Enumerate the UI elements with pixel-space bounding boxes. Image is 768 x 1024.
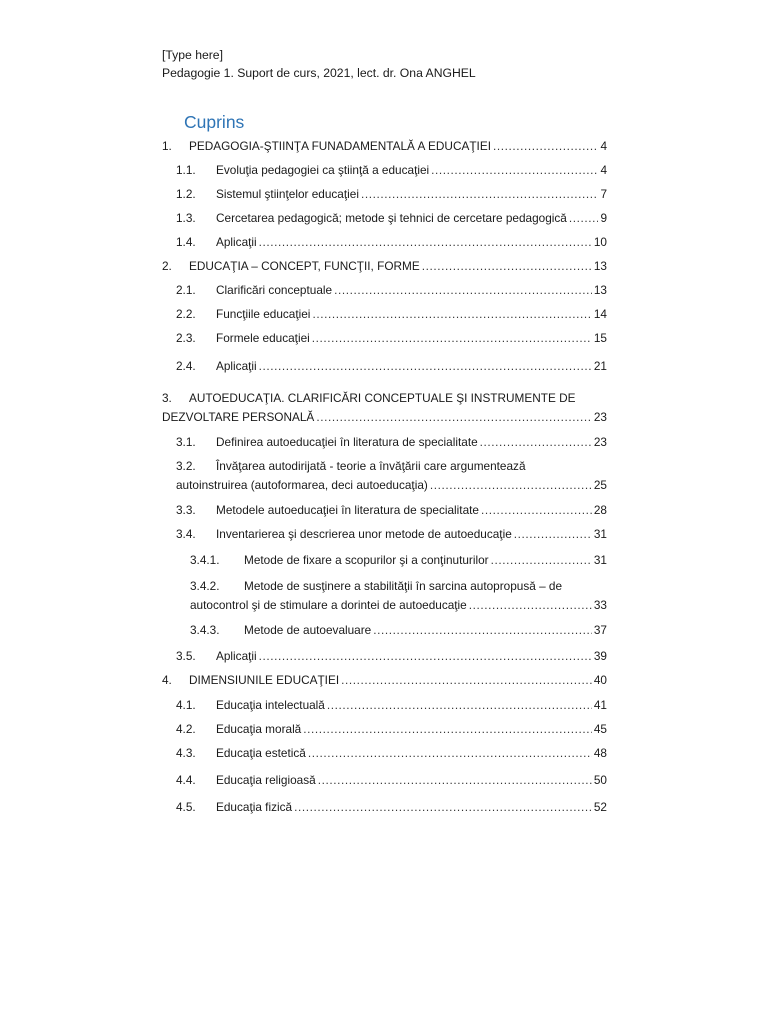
toc-entry-page: 15 bbox=[593, 331, 607, 345]
toc-entry-text: Aplicaţii bbox=[216, 359, 257, 373]
dot-leader bbox=[308, 745, 592, 761]
toc-entry-number: 2.4. bbox=[176, 359, 196, 373]
header-course-info: Pedagogie 1. Suport de curs, 2021, lect. dr. Ona ANGHEL bbox=[162, 66, 476, 80]
toc-entry-number: 3. bbox=[162, 391, 172, 405]
dot-leader bbox=[480, 434, 592, 450]
dot-leader bbox=[294, 799, 592, 815]
toc-entry-number: 2.2. bbox=[176, 307, 196, 321]
toc-entry-number: 2. bbox=[162, 259, 172, 273]
toc-entry-page: 14 bbox=[593, 307, 607, 321]
toc-entry-page: 9 bbox=[600, 211, 607, 225]
toc-entry-text: Aplicaţii bbox=[216, 235, 257, 249]
dot-leader bbox=[430, 477, 592, 493]
toc-entry-number: 1.4. bbox=[176, 235, 196, 249]
toc-entry-text: EDUCAŢIA – CONCEPT, FUNCŢII, FORME bbox=[189, 259, 420, 273]
toc-entry-text: Evoluţia pedagogiei ca ştiinţă a educaţiei bbox=[216, 163, 430, 177]
dot-leader bbox=[259, 234, 592, 250]
toc-entry-page: 7 bbox=[600, 187, 607, 201]
toc-entry-page: 48 bbox=[593, 746, 607, 760]
toc-entry-text: Metode de fixare a scopurilor şi a conţinuturilor bbox=[244, 553, 489, 567]
toc-entry-page: 31 bbox=[593, 527, 607, 541]
dot-leader bbox=[422, 258, 592, 274]
toc-entry-text: PEDAGOGIA-ŞTIINŢA FUNADAMENTALĂ A EDUCAŢIEI bbox=[189, 139, 491, 153]
toc-entry-text: Funcţiile educaţiei bbox=[216, 307, 311, 321]
dot-leader bbox=[312, 330, 592, 346]
toc-entry-number: 1.1. bbox=[176, 163, 196, 177]
toc-entry-number: 3.3. bbox=[176, 503, 196, 517]
toc-entry-number: 3.4.2. bbox=[190, 579, 220, 593]
toc-entry-page: 37 bbox=[593, 623, 607, 637]
toc-title: Cuprins bbox=[184, 112, 245, 132]
toc-entry-page: 21 bbox=[593, 359, 607, 373]
toc-entry-number: 3.5. bbox=[176, 649, 196, 663]
dot-leader bbox=[431, 162, 598, 178]
toc-entry-page: 52 bbox=[593, 800, 607, 814]
toc-entry-text: Metode de susţinere a stabilităţii în sarcina autopropusă – de bbox=[244, 579, 563, 593]
toc-entry-page: 4 bbox=[600, 163, 607, 177]
toc-entry-number: 2.1. bbox=[176, 283, 196, 297]
toc-entry-text: Metodele autoeducaţiei în literatura de specialitate bbox=[216, 503, 479, 517]
toc-entry-page: 23 bbox=[593, 435, 607, 449]
toc-entry-page: 25 bbox=[593, 478, 607, 492]
toc-entry-number: 4.2. bbox=[176, 722, 196, 736]
toc-entry-number: 4.5. bbox=[176, 800, 196, 814]
toc-entry-page: 40 bbox=[593, 673, 607, 687]
toc-entry-text: autocontrol şi de stimulare a dorintei de autoeducaţie bbox=[190, 598, 467, 612]
dot-leader bbox=[514, 526, 592, 542]
toc-entry-text: AUTOEDUCAŢIA. CLARIFICĂRI CONCEPTUALE ŞI INSTRUMENTE DE bbox=[189, 391, 576, 405]
toc-entry-number: 1. bbox=[162, 139, 172, 153]
toc-entry-text: autoinstruirea (autoformarea, deci autoeducaţia) bbox=[176, 478, 428, 492]
dot-leader bbox=[303, 721, 592, 737]
dot-leader bbox=[481, 502, 592, 518]
dot-leader bbox=[259, 648, 592, 664]
toc-entry-page: 13 bbox=[593, 283, 607, 297]
dot-leader bbox=[316, 409, 592, 425]
toc-entry-page: 10 bbox=[593, 235, 607, 249]
toc-entry-page: 31 bbox=[593, 553, 607, 567]
toc-entry-number: 1.3. bbox=[176, 211, 196, 225]
toc-entry-text: Metode de autoevaluare bbox=[244, 623, 372, 637]
toc-entry-number: 3.4.1. bbox=[190, 553, 220, 567]
toc-entry-page: 13 bbox=[593, 259, 607, 273]
toc-entry-text: Aplicaţii bbox=[216, 649, 257, 663]
dot-leader bbox=[569, 210, 599, 226]
toc-entry-page: 33 bbox=[593, 598, 607, 612]
toc-entry-text: Educaţia estetică bbox=[216, 746, 306, 760]
toc-entry-number: 4.3. bbox=[176, 746, 196, 760]
toc-entry-text: Sistemul ştiinţelor educaţiei bbox=[216, 187, 359, 201]
dot-leader bbox=[312, 306, 591, 322]
toc-entry-number: 3.1. bbox=[176, 435, 196, 449]
dot-leader bbox=[327, 697, 592, 713]
toc-entry-page: 45 bbox=[593, 722, 607, 736]
toc-entry-text: Formele educaţiei bbox=[216, 331, 310, 345]
dot-leader bbox=[373, 622, 592, 638]
dot-leader bbox=[469, 597, 592, 613]
toc-entry-number: 2.3. bbox=[176, 331, 196, 345]
toc-entry-number: 3.2. bbox=[176, 459, 196, 473]
dot-leader bbox=[259, 358, 592, 374]
dot-leader bbox=[318, 772, 592, 788]
dot-leader bbox=[493, 138, 598, 154]
toc-entry-text: Clarificări conceptuale bbox=[216, 283, 333, 297]
toc-entry-text: Educaţia religioasă bbox=[216, 773, 316, 787]
dot-leader bbox=[491, 552, 592, 568]
toc-entry-number: 1.2. bbox=[176, 187, 196, 201]
toc-entry-number: 3.4. bbox=[176, 527, 196, 541]
toc-entry-number: 4.4. bbox=[176, 773, 196, 787]
dot-leader bbox=[334, 282, 592, 298]
toc-entry-number: 3.4.3. bbox=[190, 623, 220, 637]
toc-entry-text: DIMENSIUNILE EDUCAŢIEI bbox=[189, 673, 340, 687]
toc-entry-page: 23 bbox=[593, 410, 607, 424]
toc-entry-number: 4. bbox=[162, 673, 172, 687]
dot-leader bbox=[341, 672, 592, 688]
header-placeholder: [Type here] bbox=[162, 48, 223, 62]
toc-entry-page: 4 bbox=[600, 139, 607, 153]
toc-entry-number: 4.1. bbox=[176, 698, 196, 712]
dot-leader bbox=[361, 186, 598, 202]
toc-entry-text: Educaţia intelectuală bbox=[216, 698, 325, 712]
toc-entry-text: Educaţia morală bbox=[216, 722, 302, 736]
toc-entry-page: 41 bbox=[593, 698, 607, 712]
toc-entry-text: Învăţarea autodirijată - teorie a învăţării care argumentează bbox=[216, 459, 526, 473]
toc-entry-text: Definirea autoeducaţiei în literatura de specialitate bbox=[216, 435, 478, 449]
toc-entry-page: 28 bbox=[593, 503, 607, 517]
toc-entry-text: DEZVOLTARE PERSONALĂ bbox=[162, 410, 315, 424]
toc-entry-text: Inventarierea şi descrierea unor metode de autoeducaţie bbox=[216, 527, 512, 541]
toc-entry-page: 50 bbox=[593, 773, 607, 787]
toc-entry-text: Educaţia fizică bbox=[216, 800, 293, 814]
toc-entry-text: Cercetarea pedagogică; metode şi tehnici de cercetare pedagogică bbox=[216, 211, 567, 225]
toc-entry-page: 39 bbox=[593, 649, 607, 663]
